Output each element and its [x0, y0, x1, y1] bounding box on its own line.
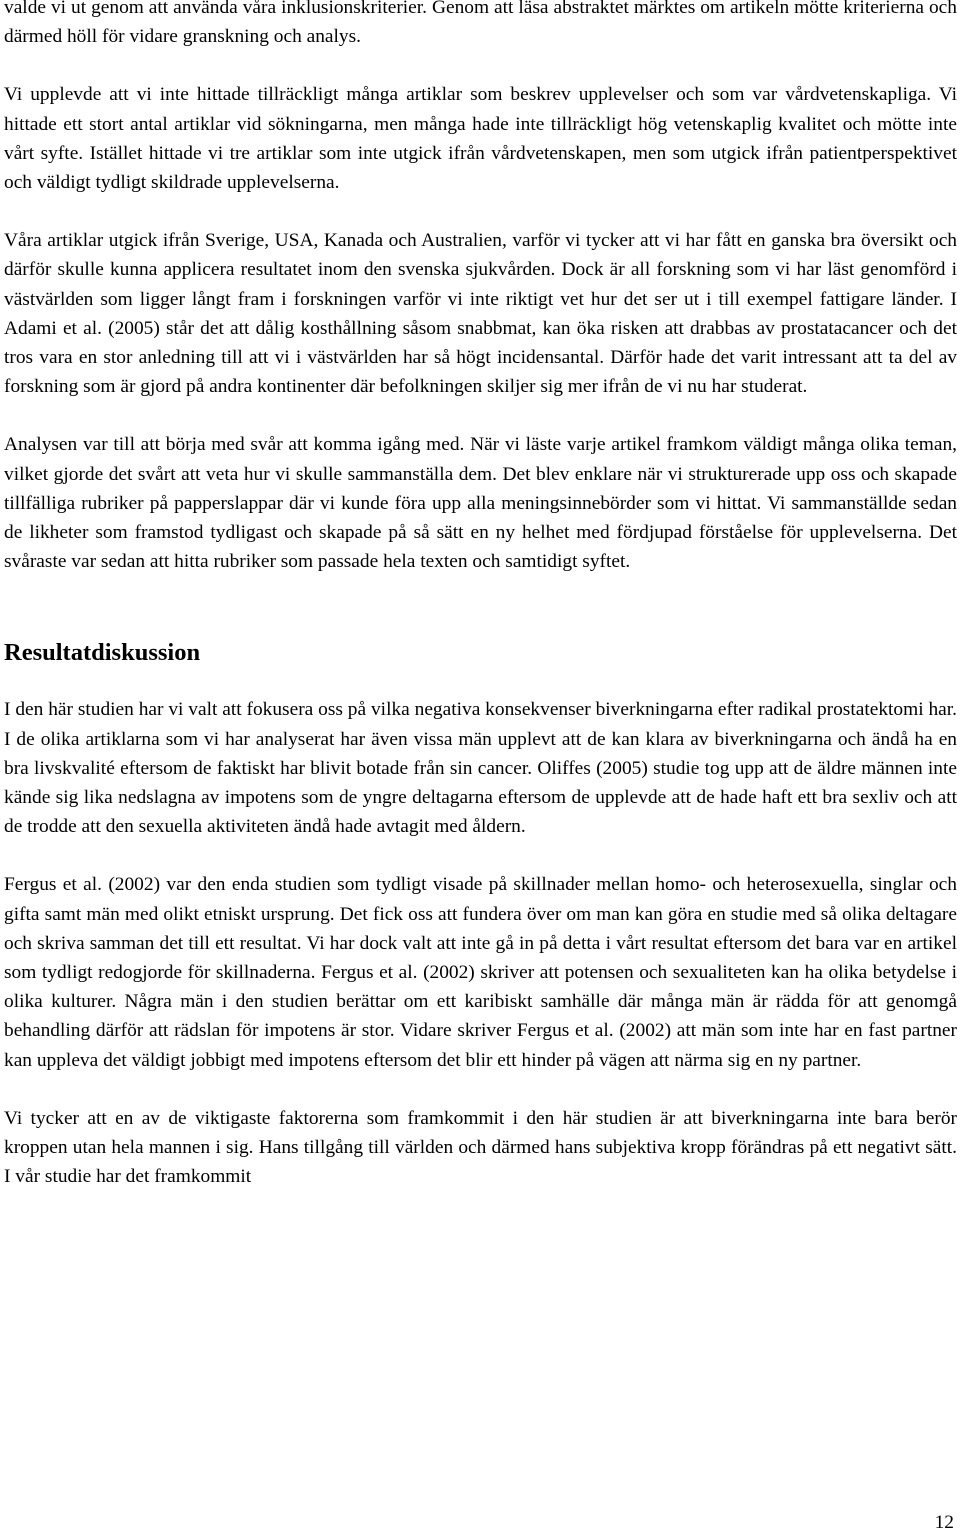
paragraph-results-focus: I den här studien har vi valt att fokusera oss på vilka negativa konsekvenser biverkningarna efter radikal prostatektomi har. I de olika artiklarna som vi har analyserat har även vissa män upplevt att de kan klara av biverkningarna och ändå ha en bra livskvalité eftersom de faktiskt har blivit botade från sin cancer. Oliffes (2005) studie tog upp att de äldre männen inte kände sig lika nedslagna av impotens som de yngre deltagarna eftersom de upplevde att de hade haft ett bra sexliv och att de trodde att den sexuella aktiviteten ändå hade avtagit med åldern.: [4, 699, 957, 838]
document-page: [4, 0, 957, 1192]
paragraph-inclusion-criteria: valde vi ut genom att använda våra inklusionskriterier. Genom att läsa abstraktet märktes om artikeln mötte kriterierna och därmed höll för vidare granskning och analys.: [4, 0, 957, 48]
paragraph-article-search: Vi upplevde att vi inte hittade tillräckligt många artiklar som beskrev upplevelser och som var vårdvetenskapliga. Vi hittade ett stort antal artiklar vid sökningarna, men många hade inte tillräckligt hög vetenskaplig kvalitet och mötte inte vårt syfte. Istället hittade vi tre artiklar som inte utgick ifrån vårdvetenskapen, men som utgick ifrån patientperspektivet och väldigt tydligt skildrade upplevelserna.: [4, 84, 957, 194]
section-heading: Resultatdiskussion: [4, 639, 201, 667]
paragraph-key-factors: Vi tycker att en av de viktigaste faktorerna som framkommit i den här studien är att biverkningarna inte bara berör kroppen utan hela mannen i sig. Hans tillgång till världen och därmed hans subjektiva kropp förändras på ett negativt sätt. I vår studie har det framkommit: [4, 1107, 957, 1188]
paragraph-analysis: Analysen var till att börja med svår att komma igång med. När vi läste varje artikel framkom väldigt många olika teman, vilket gjorde det svårt att veta hur vi skulle sammanställa dem. Det blev enklare när vi strukturerade upp oss och skapade tillfälliga rubriker på papperslappar där vi kunde föra upp alla meningsinnebörder som vi hittat. Vi sammanställde sedan de likheter som framstod tydligast och skapade på så sätt en ny helhet med fördjupad förståelse för upplevelserna. Det svåraste var sedan att hitta rubriker som passade hela texten och samtidigt syftet.: [4, 434, 957, 573]
paragraph-article-origins: Våra artiklar utgick ifrån Sverige, USA, Kanada och Australien, varför vi tycker att vi har fått en ganska bra översikt och därför skulle kunna applicera resultatet inom den svenska sjukvården. Dock är all forskning som vi har läst genomförd i västvärlden som ligger långt fram i forskningen varför vi inte riktigt vet hur det ser ut i till exempel fattigare länder. I Adami et al. (2005) står det att dålig kosthållning såsom snabbmat, kan öka risken att drabbas av prostatacancer och det tros vara en stor anledning till att vi i västvärlden har så högt incidensantal. Därför hade det varit intressant att ta del av forskning som är gjord på andra kontinenter där befolkningen skiljer sig mer ifrån de vi nu har studerat.: [4, 230, 957, 398]
paragraph-fergus-study: Fergus et al. (2002) var den enda studien som tydligt visade på skillnader mellan homo- och heterosexuella, singlar och gifta samt män med olikt etniskt ursprung. Det fick oss att fundera över om man kan göra en studie med så olika deltagare och skriva samman det till ett resultat. Vi har dock valt att inte gå in på detta i vårt resultat eftersom det bara var en artikel som tydligt redogjorde för skillnaderna. Fergus et al. (2002) skriver att potensen och sexualiteten kan ha olika betydelse i olika kulturer. Några män i den studien berättar om ett karibiskt samhälle där många män är rädda för att genomgå behandling därför att rädslan för impotens är stor. Vidare skriver Fergus et al. (2002) att män som inte har en fast partner kan uppleva det väldigt jobbigt med impotens eftersom det blir ett hinder på vägen att närma sig en ny partner.: [4, 874, 957, 1071]
page-number: 12: [934, 1512, 954, 1533]
